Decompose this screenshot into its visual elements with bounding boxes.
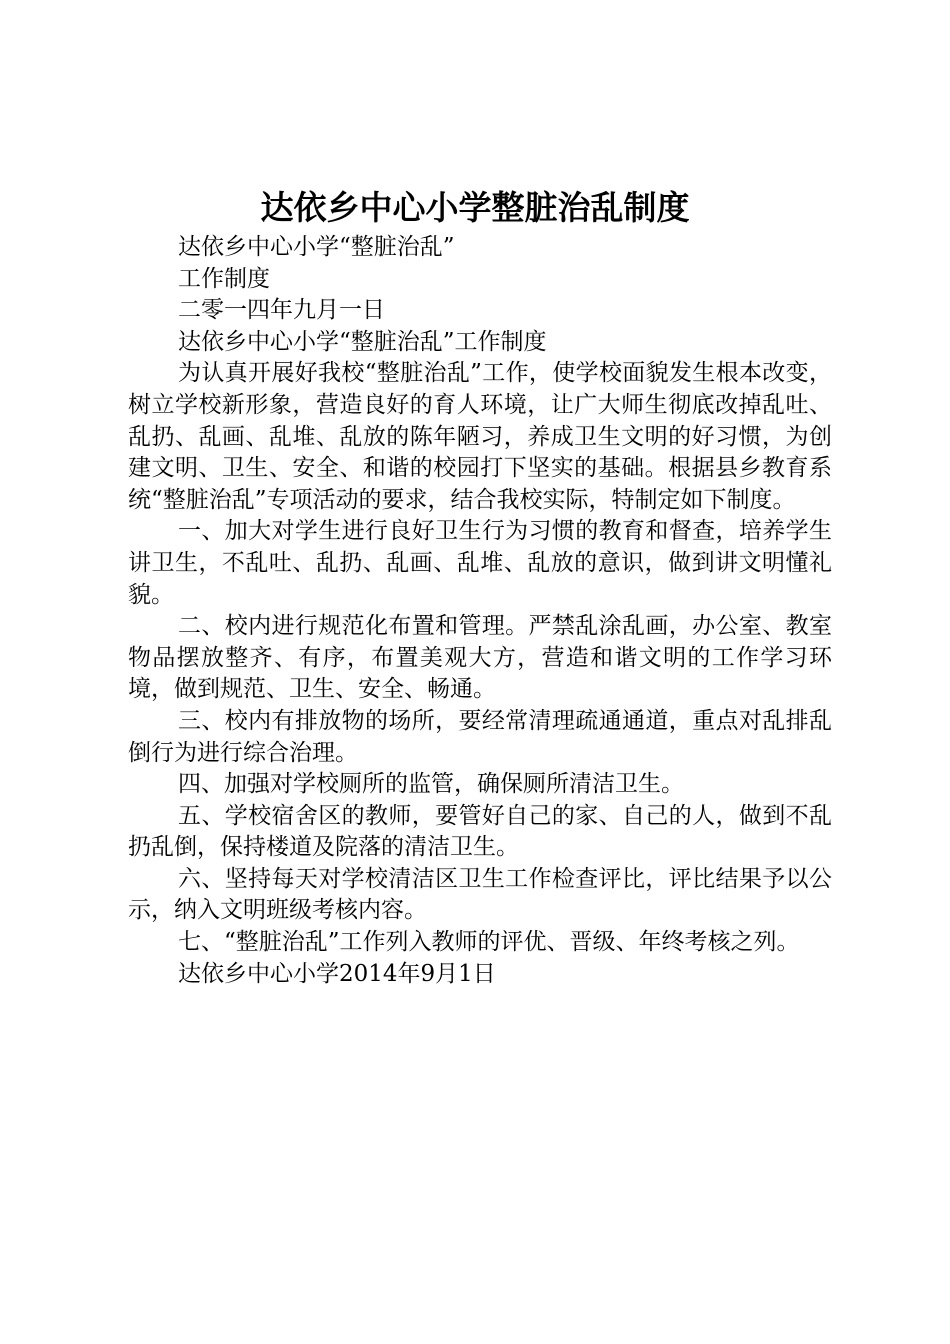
doc-heading-line-2: 工作制度: [178, 265, 270, 292]
rule-paragraph-2: 二、校内进行规范化布置和管理。严禁乱涂乱画，办公室、教室物品摆放整齐、有序，布置美观大方，营造和谐文明的工作学习环境，做到规范、卫生、安全、畅通。: [128, 613, 832, 703]
intro-paragraph: 为认真开展好我校“整脏治乱”工作，使学校面貌发生根本改变，树立学校新形象，营造良好的育人环境，让广大师生彻底改掉乱吐、乱扔、乱画、乱堆、乱放的陈年陋习，养成卫生文明的好习惯，为创建文明、卫生、安全、和谐的校园打下坚实的基础。根据县乡教育系统“整脏治乱”专项活动的要求，结合我校实际，特制定如下制度。: [128, 360, 832, 513]
document-body: [128, 232, 832, 990]
doc-date-line: 二零一四年九月一日: [178, 297, 385, 324]
rule-paragraph-7: 七、“整脏治乱”工作列入教师的评优、晋级、年终考核之列。: [178, 929, 800, 956]
doc-subtitle: 达依乡中心小学“整脏治乱”工作制度: [178, 328, 547, 355]
document-title: 达依乡中心小学整脏治乱制度: [260, 188, 690, 227]
signature-line: 达依乡中心小学2014年9月1日: [178, 960, 496, 987]
doc-heading-line-1: 达依乡中心小学“整脏治乱”: [178, 234, 455, 260]
rule-paragraph-6: 六、坚持每天对学校清洁区卫生工作检查评比，评比结果予以公示，纳入文明班级考核内容。: [128, 865, 832, 924]
rule-paragraph-3: 三、校内有排放物的场所，要经常清理疏通通道，重点对乱排乱倒行为进行综合治理。: [128, 707, 832, 766]
rule-paragraph-1: 一、加大对学生进行良好卫生行为习惯的教育和督查，培养学生讲卫生，不乱吐、乱扔、乱画、乱堆、乱放的意识，做到讲文明懂礼貌。: [128, 518, 832, 608]
rule-paragraph-4: 四、加强对学校厕所的监管，确保厕所清洁卫生。: [178, 771, 684, 798]
rule-paragraph-5: 五、学校宿舍区的教师，要管好自己的家、自己的人，做到不乱扔乱倒，保持楼道及院落的清洁卫生。: [128, 802, 832, 861]
